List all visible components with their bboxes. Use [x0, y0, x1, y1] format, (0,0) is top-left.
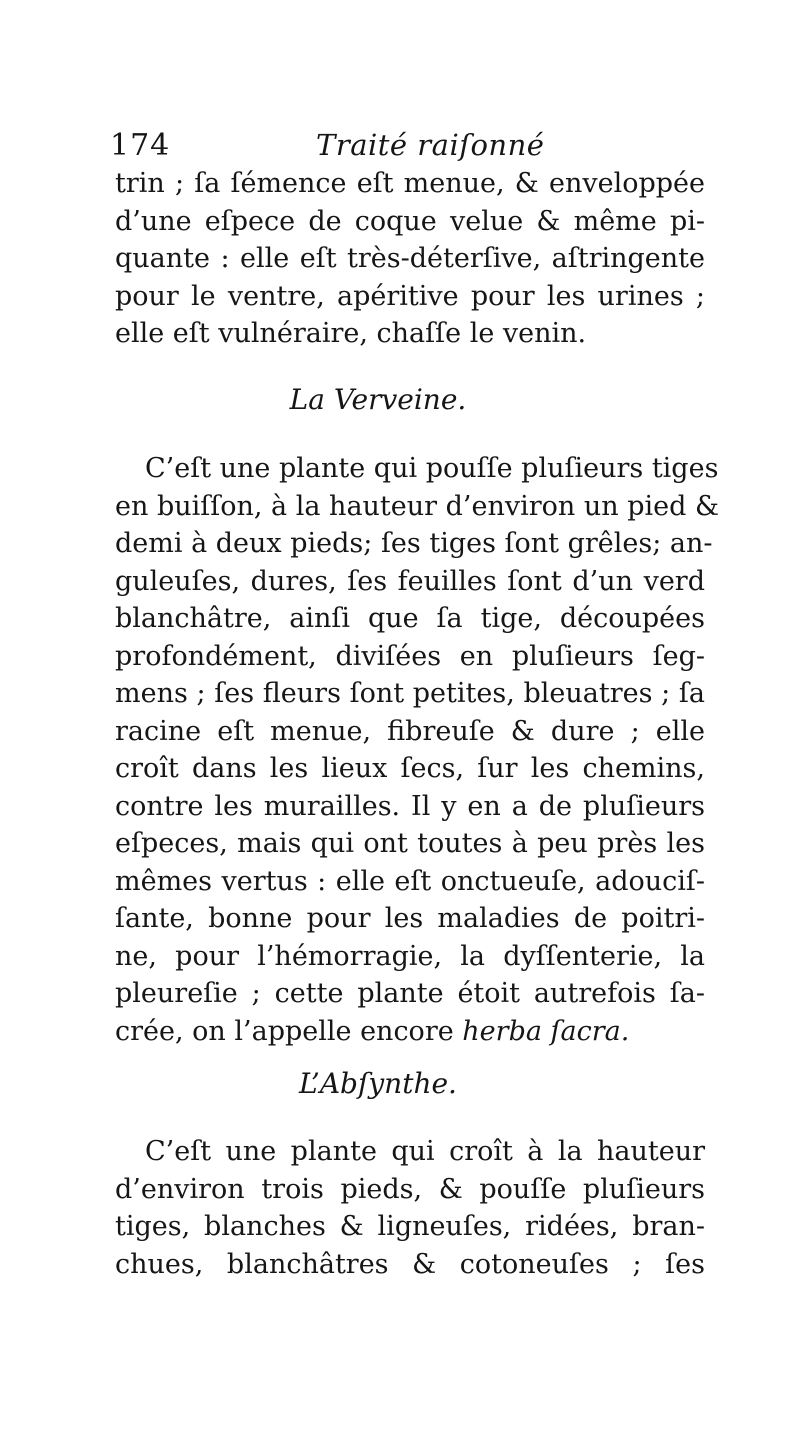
text-line: pour le ventre, apéritive pour les urines ;	[115, 280, 705, 312]
text-line: racine eſt menue, fibreuſe & dure ; elle	[115, 715, 705, 747]
text-line: elle eſt vulnéraire, chaſſe le venin.	[115, 318, 587, 349]
paragraph-continued	[115, 165, 705, 353]
section-heading-verveine: La Verveine.	[289, 383, 467, 416]
text-line: profondément, diviſées en pluſieurs ſeg-	[115, 640, 705, 672]
text-line: C’eſt une plante qui croît à la hauteur	[145, 1136, 705, 1167]
text-line: mens ; ſes fleurs ſont petites, bleuatres ; ſa	[115, 678, 705, 709]
latin-phrase: herba ſacra.	[462, 1015, 630, 1047]
running-head	[110, 128, 710, 168]
text-line: d’une eſpece de coque velue & même pi-	[115, 205, 705, 237]
text-run: crée, on l’appelle encore	[115, 1015, 463, 1047]
text-line: demi à deux pieds; ſes tiges ſont grêles; an-	[115, 528, 713, 559]
text-line: en buiſſon, à la hauteur d’environ un pied &	[115, 490, 720, 522]
text-line: trin ; ſa ſémence eſt menue, & enveloppée	[115, 168, 705, 199]
text-line: C’eſt une plante qui pouſſe pluſieurs tiges	[145, 453, 719, 484]
text-line: chues, blanchâtres & cotoneuſes ; ſes	[115, 1248, 705, 1280]
text-line: d’environ trois pieds, & pouſſe pluſieurs	[115, 1173, 705, 1205]
text-line: quante : elle eſt très-déterſive, aſtringente	[115, 243, 705, 274]
text-line: ne, pour l’hémorragie, la dyſſenterie, la	[115, 940, 705, 972]
text-line: tiges, blanches & ligneuſes, ridées, bran-	[115, 1211, 705, 1242]
text-line: eſpeces, mais qui ont toutes à peu près les	[115, 828, 705, 859]
paragraph-absynthe	[115, 1133, 705, 1283]
text-line-final	[115, 1013, 705, 1051]
text-line: guleuſes, dures, ſes feuilles ſont d’un verd	[115, 565, 705, 597]
text-line: pleureſie ; cette plante étoit autrefois ſa-	[115, 978, 705, 1009]
text-line: blanchâtre, ainſi que ſa tige, découpées	[115, 603, 705, 634]
section-heading-absynthe: L’Abſynthe.	[299, 1067, 457, 1100]
text-line: croît dans les lieux ſecs, ſur les chemins,	[115, 753, 705, 784]
paragraph-verveine	[115, 450, 720, 1050]
text-line: ſante, bonne pour les maladies de poitri-	[115, 903, 705, 934]
text-line: mêmes vertus : elle eſt onctueuſe, adouciſ-	[115, 865, 705, 897]
running-title: Traité raiſonné	[316, 128, 545, 162]
text-line: contre les murailles. Il y en a de pluſieurs	[115, 790, 705, 822]
page-number: 174	[110, 128, 171, 163]
